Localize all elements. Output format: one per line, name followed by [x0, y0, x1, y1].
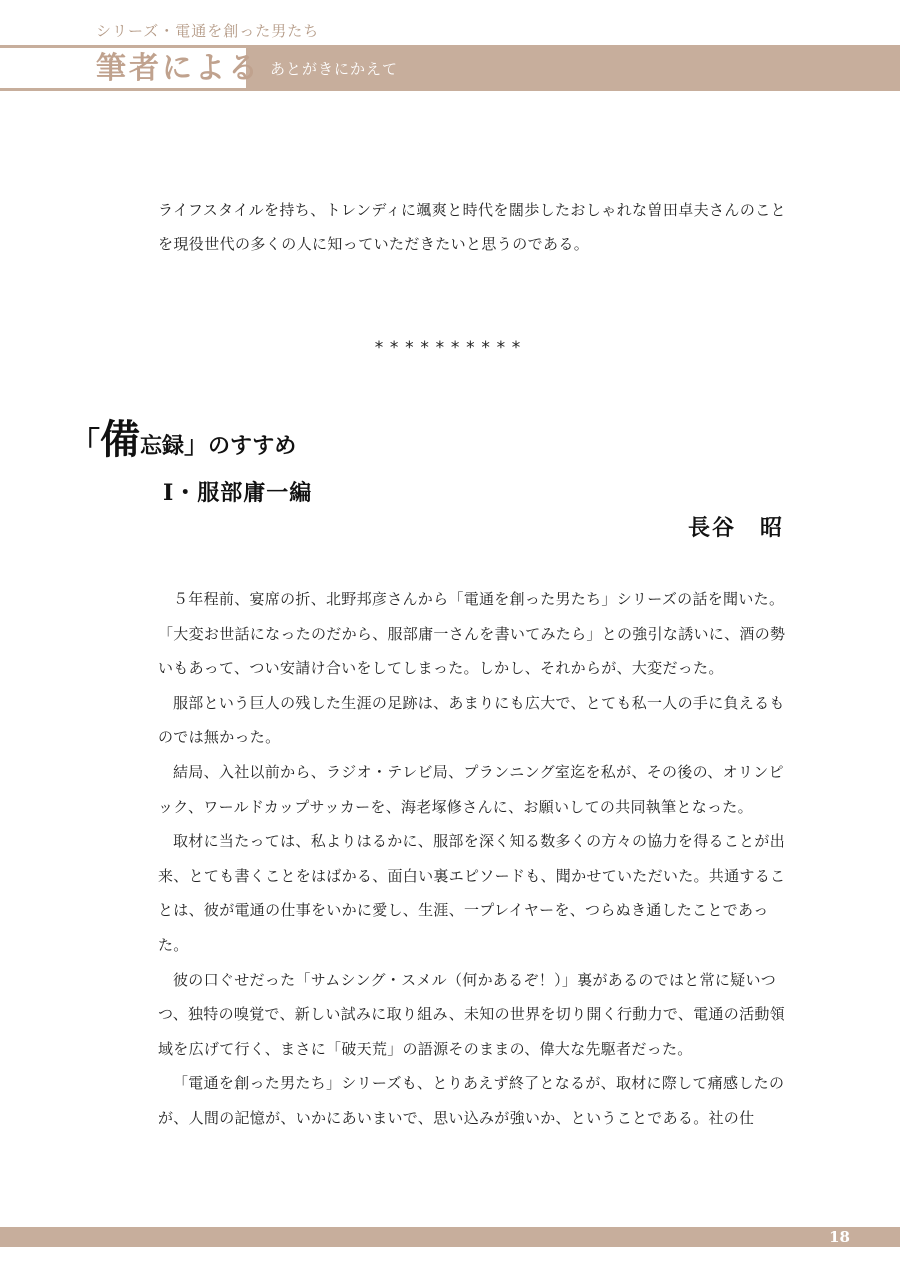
title-rest: のすすめ	[208, 433, 297, 459]
body-paragraph: 取材に当たっては、私よりはるかに、服部を深く知る数多くの方々の協力を得ることが出来、とても書くことをはばかる、面白い裏エピソードも、聞かせていただいた。共通することは、彼が電通の仕事をいかに愛し、生涯、一プレイヤーを、つらぬき通したことであった。	[158, 832, 786, 954]
body-paragraph: 結局、入社以前から、ラジオ・テレビ局、プランニング室迄を私が、その後の、オリンピック、ワールドカップサッカーを、海老塚修さんに、お願いしての共同執筆となった。	[158, 762, 784, 816]
header-title: 筆者による	[96, 51, 261, 86]
footer-band	[0, 1227, 900, 1247]
title-small-chars: 忘録	[140, 433, 185, 459]
title-bracket-open: 「	[70, 426, 100, 461]
title-bracket-close: 」	[184, 430, 209, 459]
article-author: 長谷 昭	[687, 515, 784, 541]
section-separator: **********	[373, 338, 527, 358]
intro-line: を現役世代の多くの人に知っていただきたいと思うのである。	[158, 235, 590, 253]
series-label: シリーズ・電通を創った男たち	[96, 22, 320, 40]
intro-line: ライフスタイルを持ち、トレンディに颯爽と時代を闊歩したおしゃれな曽田卓夫さんのこと	[158, 201, 787, 219]
body-paragraph: 「電通を創った男たち」シリーズも、とりあえず終了となるが、取材に際して痛感したのが、人間の記憶が、いかにあいまいで、思い込みが強いか、ということである。社の仕	[158, 1074, 785, 1127]
body-paragraph: 服部という巨人の残した生涯の足跡は、あまりにも広大で、とても私一人の手に負えるものでは無かった。	[158, 693, 785, 747]
body-paragraph: 彼の口ぐせだった「サムシング・スメル（何かあるぞ！）」裏があるのではと常に疑いつつ、独特の嗅覚で、新しい試みに取り組み、未知の世界を切り開く行動力で、電通の活動領域を広げて行く、まさに「破天荒」の語源そのままの、偉大な先駆者だった。	[158, 970, 786, 1058]
page-number: 18	[829, 1228, 850, 1246]
body-paragraph: ５年程前、宴席の折、北野邦彦さんから「電通を創った男たち」シリーズの話を聞いた。	[173, 590, 785, 608]
article-body	[158, 582, 798, 1136]
intro-text	[158, 193, 798, 261]
title-large-char: 備	[100, 416, 140, 463]
header-subtitle: あとがきにかえて	[270, 60, 399, 78]
article-title	[70, 408, 296, 464]
article-subtitle: Ⅰ・服部庸一編	[163, 480, 313, 506]
body-paragraph: 「大変お世話になったのだから、服部庸一さんを書いてみたら」との強引な誘いに、酒の勢いもあって、つい安請け合いをしてしまった。しかし、それからが、大変だった。	[158, 624, 786, 678]
